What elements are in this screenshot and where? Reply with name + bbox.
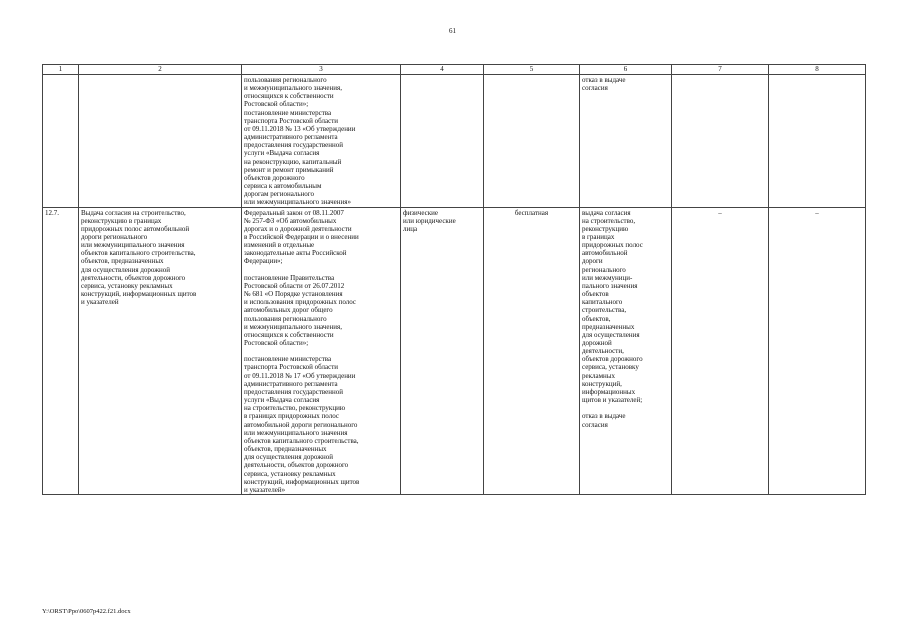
table-row — [43, 207, 866, 494]
fee-cell — [484, 75, 580, 208]
fee-cell: бесплатная — [484, 207, 580, 494]
file-path-footer: Y:\ORST\Ppo\0607p422.f21.docx — [42, 608, 131, 615]
page-number: 61 — [449, 27, 456, 35]
result-cell: выдача согласия на строительство, реконструкцию в границах придорожных полос автомобильной дороги регионального или межмуници- пального значения объектов капитального строительства, объектов, предназначенных для осуществления дорожной деятельности, объектов дорожного сервиса, установку рекламных конструкций, информационных щитов и указателей; отказ в выдаче согласия — [580, 207, 672, 494]
col7-cell: – — [672, 207, 769, 494]
row-number-cell — [43, 75, 79, 208]
header-cell: 5 — [484, 65, 580, 75]
header-cell: 8 — [769, 65, 866, 75]
header-cell: 4 — [401, 65, 484, 75]
col8-cell — [769, 75, 866, 208]
applicants-cell: физические или юридические лица — [401, 207, 484, 494]
legal-basis-cell: пользования регионального и межмуниципального значения, относящихся к собственности Ростовской области»; постановление министерства транспорта Ростовской области от 09.11.2018 № 13 «Об утверждении административного регламента предоставления государственной услуги «Выдача согласия на реконструкцию, капитальный ремонт и ремонт примыканий объектов дорожного сервиса к автомобильным дорогам регионального или межмуниципального значения» — [242, 75, 401, 208]
header-row — [43, 65, 866, 75]
service-name-cell: Выдача согласия на строительство, реконструкцию в границах придорожных полос автомобильной дороги регионального или межмуниципального значения объектов капитального строительства, объектов, предназначенных для осуществления дорожной деятельности, объектов дорожного сервиса, установку рекламных конструкций, информационных щитов и указателей — [79, 207, 242, 494]
row-number-cell: 12.7. — [43, 207, 79, 494]
header-cell: 3 — [242, 65, 401, 75]
table-row — [43, 75, 866, 208]
service-name-cell — [79, 75, 242, 208]
result-cell: отказ в выдаче согласия — [580, 75, 672, 208]
services-table — [42, 64, 866, 495]
applicants-cell — [401, 75, 484, 208]
col7-cell — [672, 75, 769, 208]
legal-basis-cell: Федеральный закон от 08.11.2007 № 257-ФЗ «Об автомобильных дорогах и о дорожной деятельности в Российской Федерации и о внесении изменений в отдельные законодательные акты Российской Федерации»; постановление Правительства Ростовской области от 26.07.2012 № 681 «О Порядке установления и использования придорожных полос автомобильных дорог общего пользования регионального и межмуниципального значения, относящихся к собственности Ростовской области»; постановление министерства транспорта Ростовской области от 09.11.2018 № 17 «Об утверждении административного регламента предоставления государственной услуги «Выдача согласия на строительство, реконструкцию в границах придорожных полос автомобильной дороги регионального или межмуниципального значения объектов капитального строительства, объектов, предназначенных для осуществления дорожной деятельности, объектов дорожного сервиса, установку рекламных конструкций, информационных щитов и указателей» — [242, 207, 401, 494]
header-cell: 2 — [79, 65, 242, 75]
header-cell: 1 — [43, 65, 79, 75]
header-cell: 7 — [672, 65, 769, 75]
header-cell: 6 — [580, 65, 672, 75]
col8-cell: – — [769, 207, 866, 494]
